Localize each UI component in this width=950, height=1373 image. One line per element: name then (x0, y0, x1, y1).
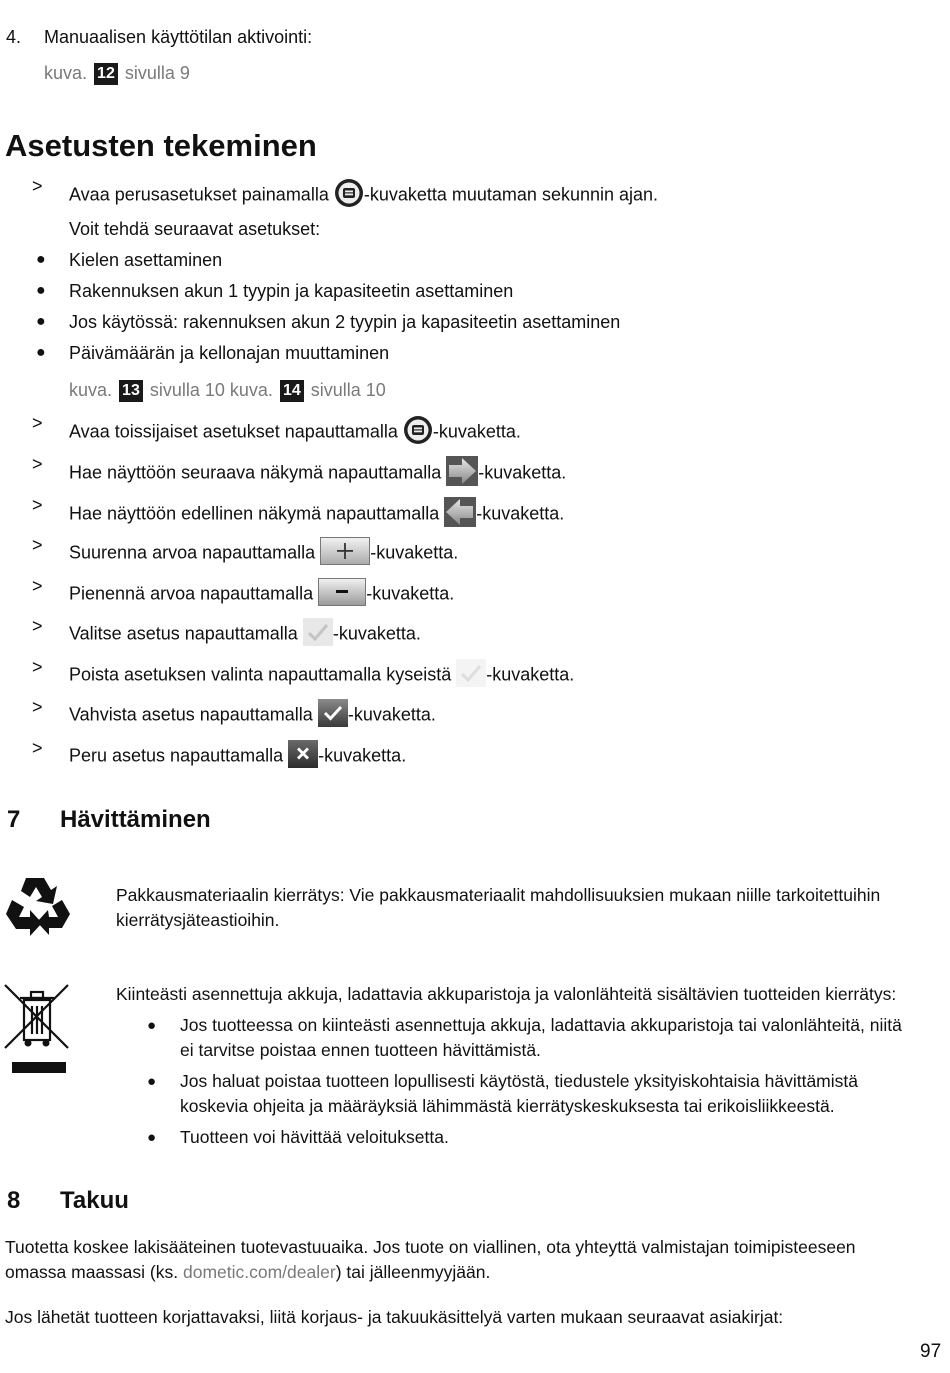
figure-reference: kuva. 12 sivulla 9 (44, 63, 190, 83)
instruction-step: Suurenna arvoa napauttamalla -kuvaketta. (69, 537, 458, 570)
cancel-x-icon (288, 740, 318, 773)
disposal-bullet: Jos tuotteessa on kiinteästi asennettuja akkuja, ladattavia akkuparistoja tai valonlähteitä, niitä ei tarvitse poistaa ennen tuotteen hävittämistä. (180, 1015, 902, 1060)
instruction-step: Valitse asetus napauttamalla -kuvaketta. (69, 618, 421, 651)
recycle-icon (4, 874, 70, 941)
crossed-out-bin-icon (4, 984, 70, 1081)
instruction-step: Hae näyttöön edellinen näkymä napauttamalla -kuvaketta. (69, 497, 564, 532)
section-number: 7 (7, 806, 21, 833)
section-heading-warranty: Takuu (60, 1187, 129, 1214)
instruction-chevron-icon: > (32, 697, 43, 717)
settings-round-icon (403, 415, 433, 450)
instruction-chevron-icon: > (32, 535, 43, 555)
minus-button-icon (318, 578, 366, 611)
instruction-chevron-icon: > (32, 657, 43, 677)
instruction-step: Poista asetuksen valinta napauttamalla kyseistä -kuvaketta. (69, 659, 574, 692)
disposal-bullet: Tuotteen voi hävittää veloituksetta. (180, 1127, 449, 1147)
packaging-recycling-text: Pakkausmateriaalin kierrätys: Vie pakkausmateriaalit mahdollisuuksien mukaan niille tarkoitettuihin kierrätysjäteastioihin. (116, 885, 881, 930)
battery-recycling-intro: Kiinteästi asennettuja akkuja, ladattavia akkuparistoja ja valonlähteitä sisältävien tuotteiden kierrätys: (116, 984, 897, 1004)
settings-bullet: Jos käytössä: rakennuksen akun 2 tyypin ja kapasiteetin asettaminen (69, 312, 621, 332)
settings-round-icon (334, 178, 364, 213)
dealer-link[interactable]: dometic.com/dealer (182, 1262, 336, 1282)
repair-documents-text: Jos lähetät tuotteen korjattavaksi, liitä korjaus- ja takuukäsittelyä varten mukaan seuraavat asiakirjat: (5, 1307, 784, 1327)
instruction-chevron-icon: > (32, 413, 43, 433)
figure-number-badge: 13 (119, 380, 143, 402)
step-number: 4. (6, 27, 22, 47)
bullet-dot-icon: ● (147, 1073, 157, 1090)
instruction-step: Avaa toissijaiset asetukset napauttamalla -kuvaketta. (69, 415, 521, 450)
bullet-dot-icon: ● (36, 313, 46, 330)
section-number: 8 (7, 1187, 21, 1214)
arrow-left-icon (444, 497, 476, 532)
instruction-chevron-icon: > (32, 454, 43, 474)
settings-bullet: Kielen asettaminen (69, 250, 223, 270)
settings-list-intro: Voit tehdä seuraavat asetukset: (69, 219, 321, 239)
bullet-dot-icon: ● (36, 282, 46, 299)
instruction-step: Vahvista asetus napauttamalla -kuvaketta. (69, 699, 436, 732)
plus-button-icon (320, 537, 370, 570)
checkbox-unchecked-icon (303, 618, 333, 651)
instruction-open-basic-settings: Avaa perusasetukset painamalla -kuvaketta muutaman sekunnin ajan. (69, 178, 658, 213)
bullet-dot-icon: ● (147, 1129, 157, 1146)
instruction-chevron-icon: > (32, 176, 43, 196)
warranty-paragraph: Tuotetta koskee lakisääteinen tuotevastuuaika. Jos tuote on viallinen, ota yhteyttä valmistajan toimipisteeseen omassa maassasi (ks. dometic.com/dealer) tai jälleenmyyjään. (5, 1237, 856, 1282)
settings-bullet: Päivämäärän ja kellonajan muuttaminen (69, 343, 390, 363)
instruction-chevron-icon: > (32, 495, 43, 515)
instruction-step: Pienennä arvoa napauttamalla -kuvaketta. (69, 578, 454, 611)
instruction-chevron-icon: > (32, 616, 43, 636)
section-heading-disposal: Hävittäminen (60, 806, 211, 833)
instruction-chevron-icon: > (32, 738, 43, 758)
figure-number-badge: 14 (280, 380, 304, 402)
step-text: Manuaalisen käyttötilan aktivointi: (44, 27, 313, 47)
arrow-right-icon (446, 456, 478, 491)
disposal-bullet: Jos haluat poistaa tuotteen lopullisesti käytöstä, tiedustele yksityiskohtaisia hävittämistä koskevia ohjeita ja määräyksiä lähimmästä kierrätyskeskuksesta tai erikoisliikkeestä. (180, 1071, 858, 1116)
instruction-step: Peru asetus napauttamalla -kuvaketta. (69, 740, 406, 773)
page-number: 97 (920, 1341, 942, 1362)
figure-number-badge: 12 (94, 63, 118, 85)
bullet-dot-icon: ● (36, 251, 46, 268)
instruction-step: Hae näyttöön seuraava näkymä napauttamalla -kuvaketta. (69, 456, 566, 491)
bullet-dot-icon: ● (36, 344, 46, 361)
section-heading-settings: Asetusten tekeminen (5, 128, 317, 163)
confirm-check-icon (318, 699, 348, 732)
settings-bullet: Rakennuksen akun 1 tyypin ja kapasiteetin asettaminen (69, 281, 514, 301)
instruction-chevron-icon: > (32, 576, 43, 596)
checkbox-faint-icon (456, 659, 486, 692)
bullet-dot-icon: ● (147, 1017, 157, 1034)
figure-reference: kuva. 13 sivulla 10 kuva. 14 sivulla 10 (69, 380, 386, 400)
